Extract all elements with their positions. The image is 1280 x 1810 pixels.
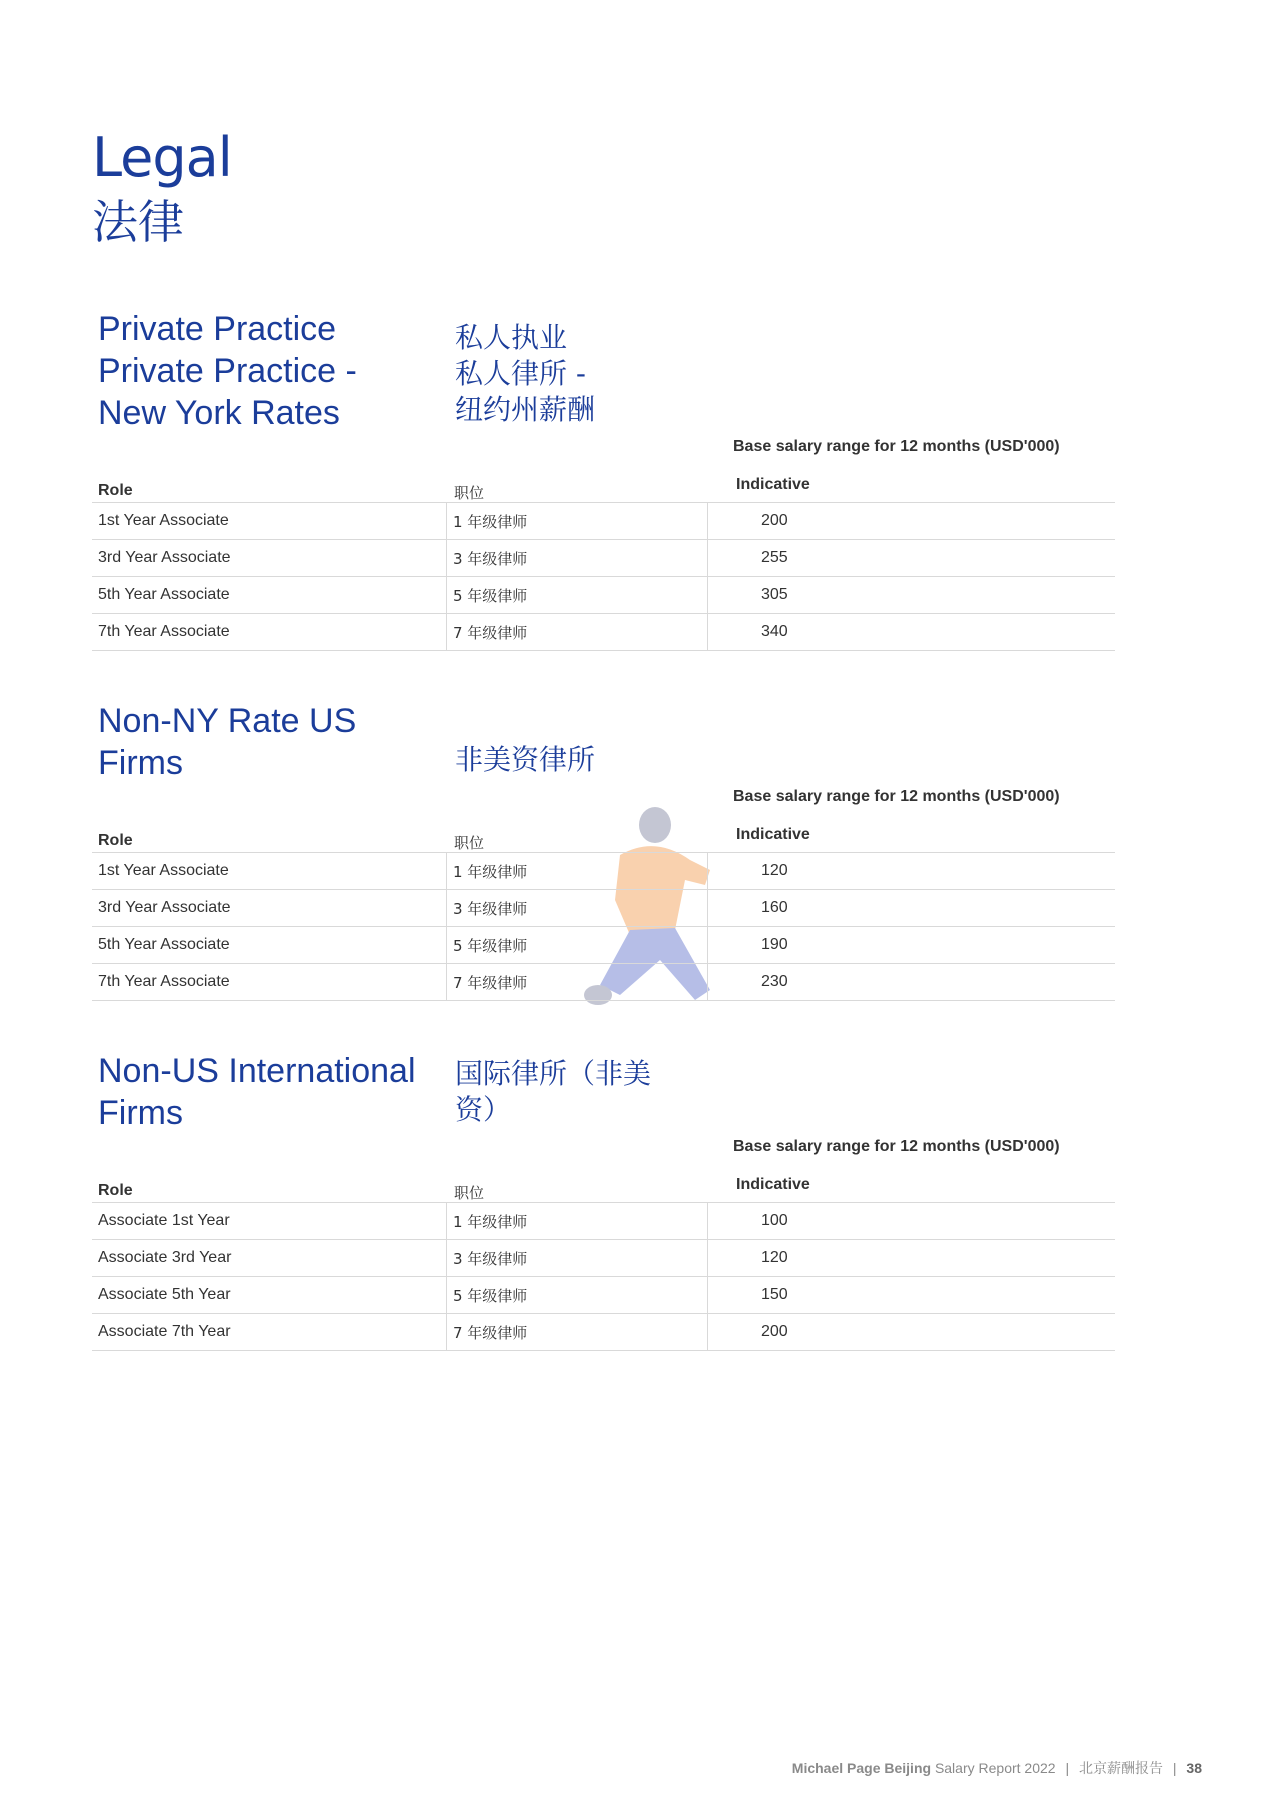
- indicative-header: Indicative: [736, 826, 810, 843]
- role-zh-cell: 3 年级律师: [447, 890, 708, 926]
- role-zh-cell: 1 年级律师: [447, 853, 708, 889]
- table-row: [92, 1277, 1115, 1314]
- table-row: [92, 577, 1115, 614]
- section-title-en: Non-US International Firms: [98, 1052, 416, 1132]
- role-zh-cell: 5 年级律师: [447, 1277, 708, 1313]
- value-cell: 160: [761, 899, 788, 916]
- role-zh-cell: 5 年级律师: [447, 927, 708, 963]
- value-cell: 150: [761, 1286, 788, 1303]
- table-row: [92, 503, 1115, 540]
- table-row: [92, 927, 1115, 964]
- table-row: [92, 540, 1115, 577]
- role-cell: 5th Year Associate: [92, 577, 447, 613]
- role-cell: 1st Year Associate: [92, 503, 447, 539]
- base-salary-header: Base salary range for 12 months (USD'000): [733, 1138, 1060, 1155]
- role-zh-cell: 5 年级律师: [447, 577, 708, 613]
- role-zh-cell: 3 年级律师: [447, 540, 708, 576]
- role-zh-header: 职位: [454, 484, 485, 502]
- table-row: [92, 1203, 1115, 1240]
- page-number: 38: [1186, 1760, 1202, 1776]
- page-footer: [792, 1758, 1202, 1778]
- role-cell: Associate 7th Year: [92, 1314, 447, 1350]
- value-cell: 230: [761, 973, 788, 990]
- value-cell: 305: [761, 586, 788, 603]
- role-zh-cell: 1 年级律师: [447, 1203, 708, 1239]
- footer-separator: |: [1065, 1760, 1070, 1776]
- role-cell: Associate 5th Year: [92, 1277, 447, 1313]
- salary-table: [92, 1202, 1115, 1351]
- indicative-header: Indicative: [736, 476, 810, 493]
- value-cell: 255: [761, 549, 788, 566]
- footer-report-zh: 北京薪酬报告: [1079, 1761, 1163, 1777]
- table-row: [92, 890, 1115, 927]
- salary-table: [92, 852, 1115, 1001]
- value-cell: 120: [761, 1249, 788, 1266]
- section-title-zh: 非美资律所: [455, 743, 596, 776]
- table-row: [92, 853, 1115, 890]
- section-non-ny-us-firms: [92, 700, 1115, 1000]
- base-salary-header: Base salary range for 12 months (USD'000): [733, 438, 1060, 455]
- section-title-en: Non-NY Rate US Firms: [98, 702, 357, 782]
- value-cell: 200: [761, 1323, 788, 1340]
- role-cell: 3rd Year Associate: [92, 890, 447, 926]
- role-cell: 5th Year Associate: [92, 927, 447, 963]
- role-zh-cell: 7 年级律师: [447, 614, 708, 650]
- value-cell: 340: [761, 623, 788, 640]
- value-cell: 190: [761, 936, 788, 953]
- table-row: [92, 1240, 1115, 1277]
- role-header: Role: [98, 1182, 133, 1199]
- footer-report: Salary Report 2022: [934, 1760, 1056, 1776]
- role-zh-cell: 1 年级律师: [447, 503, 708, 539]
- role-zh-cell: 7 年级律师: [447, 1314, 708, 1350]
- footer-brand: Michael Page Beijing: [791, 1760, 932, 1776]
- role-cell: Associate 3rd Year: [92, 1240, 447, 1276]
- table-row: [92, 1314, 1115, 1351]
- salary-table: [92, 502, 1115, 651]
- footer-separator: |: [1172, 1760, 1177, 1776]
- indicative-header: Indicative: [736, 1176, 810, 1193]
- section-non-us-international-firms: [92, 1050, 1115, 1350]
- role-zh-cell: 7 年级律师: [447, 964, 708, 1000]
- role-cell: 3rd Year Associate: [92, 540, 447, 576]
- role-zh-header: 职位: [454, 834, 485, 852]
- role-cell: 7th Year Associate: [92, 964, 447, 1000]
- table-row: [92, 614, 1115, 651]
- role-cell: 7th Year Associate: [92, 614, 447, 650]
- role-zh-cell: 3 年级律师: [447, 1240, 708, 1276]
- role-cell: 1st Year Associate: [92, 853, 447, 889]
- role-header: Role: [98, 832, 133, 849]
- section-title-zh: 国际律所（非美 资）: [455, 1057, 652, 1126]
- value-cell: 120: [761, 862, 788, 879]
- value-cell: 200: [761, 512, 788, 529]
- section-title-en: Private Practice Private Practice - New York Rates: [98, 310, 357, 432]
- page-title-zh: 法律: [92, 195, 184, 249]
- page-title: [92, 128, 232, 252]
- role-header: Role: [98, 482, 133, 499]
- role-zh-header: 职位: [454, 1184, 485, 1202]
- page-title-en: Legal: [92, 126, 232, 189]
- value-cell: 100: [761, 1212, 788, 1229]
- base-salary-header: Base salary range for 12 months (USD'000): [733, 788, 1060, 805]
- section-title-zh: 私人执业 私人律所 - 纽约州薪酬: [455, 321, 596, 426]
- role-cell: Associate 1st Year: [92, 1203, 447, 1239]
- section-private-practice-ny: [92, 308, 1115, 653]
- table-row: [92, 964, 1115, 1001]
